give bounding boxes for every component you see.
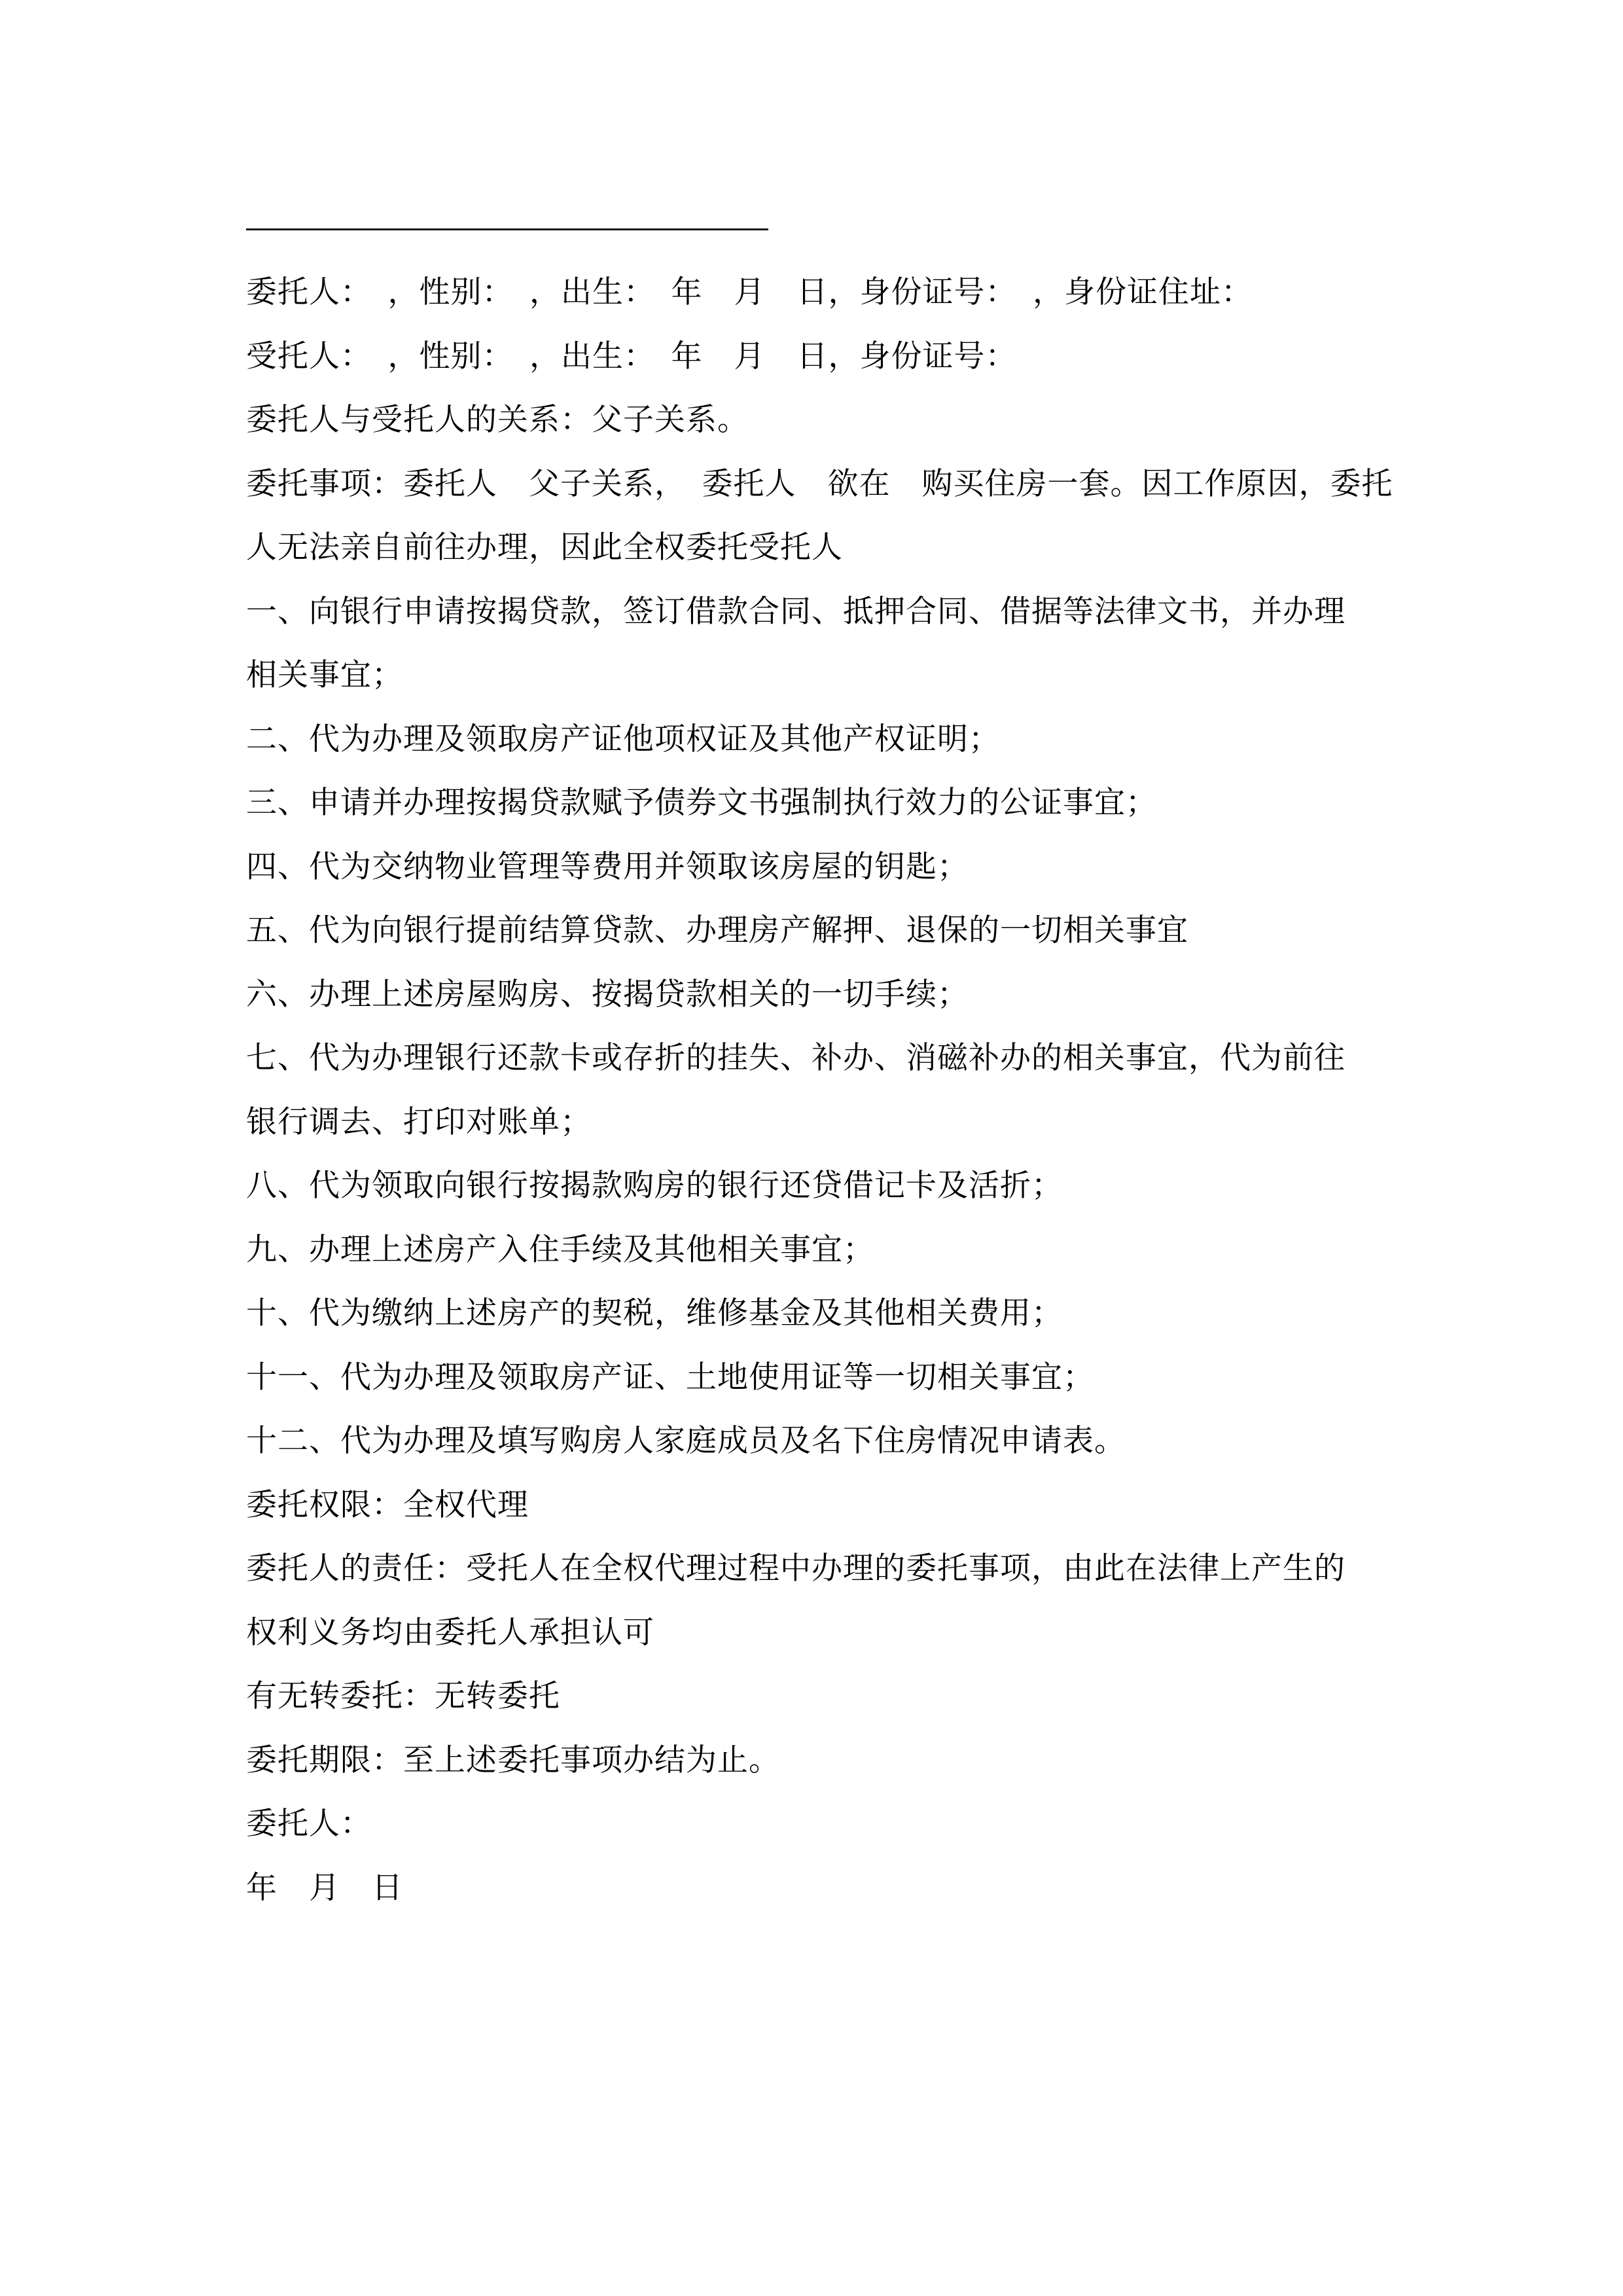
authority-line: 委托权限：全权代理 [246, 1486, 529, 1523]
term-line: 委托期限：至上述委托事项办结为止。 [246, 1742, 780, 1778]
item-7-line-cont: 银行调去、打印对账单； [246, 1103, 592, 1140]
item-9-line: 九、办理上述房产入住手续及其他相关事宜； [246, 1231, 874, 1268]
item-1-line: 一、向银行申请按揭贷款，签订借款合同、抵押合同、借据等法律文书，并办理 [246, 593, 1346, 630]
item-4-line: 四、代为交纳物业管理等费用并领取该房屋的钥匙； [246, 848, 969, 885]
item-5-line: 五、代为向银行提前结算贷款、办理房产解押、退保的一切相关事宜 [246, 912, 1188, 948]
entrusted-matters-line-cont: 人无法亲自前往办理，因此全权委托受托人 [246, 529, 843, 565]
responsibility-line-cont: 权利义务均由委托人承担认可 [246, 1614, 654, 1651]
sub-delegation-line: 有无转委托：无转委托 [246, 1678, 560, 1714]
principal-info-line: 委托人： ，性别： ，出生： 年 月 日，身份证号： ，身份证住址： [246, 274, 1253, 310]
responsibility-line: 委托人的责任：受托人在全权代理过程中办理的委托事项，由此在法律上产生的 [246, 1551, 1346, 1587]
item-6-line: 六、办理上述房屋购房、按揭贷款相关的一切手续； [246, 976, 969, 1013]
item-2-line: 二、代为办理及领取房产证他项权证及其他产权证明； [246, 721, 1000, 757]
relationship-line: 委托人与受托人的关系：父子关系。 [246, 402, 749, 438]
item-12-line: 十二、代为办理及填写购房人家庭成员及名下住房情况申请表。 [246, 1423, 1126, 1459]
signature-date-line: 年 月 日 [246, 1869, 403, 1906]
agent-info-line: 受托人： ，性别： ，出生： 年 月 日，身份证号： [246, 338, 1017, 374]
item-3-line: 三、申请并办理按揭贷款赋予债券文书强制执行效力的公证事宜； [246, 785, 1157, 821]
item-1-line-cont: 相关事宜； [246, 657, 403, 693]
item-10-line: 十、代为缴纳上述房产的契税，维修基金及其他相关费用； [246, 1295, 1063, 1331]
item-8-line: 八、代为领取向银行按揭款购房的银行还贷借记卡及活折； [246, 1168, 1063, 1204]
document-body [246, 260, 1393, 1920]
signature-principal-line: 委托人： [246, 1806, 372, 1842]
top-rule-line [246, 228, 768, 230]
entrusted-matters-line: 委托事项：委托人 父子关系， 委托人 欲在 购买住房一套。因工作原因，委托 [246, 465, 1393, 502]
item-11-line: 十一、代为办理及领取房产证、土地使用证等一切相关事宜； [246, 1359, 1094, 1395]
item-7-line: 七、代为办理银行还款卡或存折的挂失、补办、消磁补办的相关事宜，代为前往 [246, 1040, 1346, 1076]
